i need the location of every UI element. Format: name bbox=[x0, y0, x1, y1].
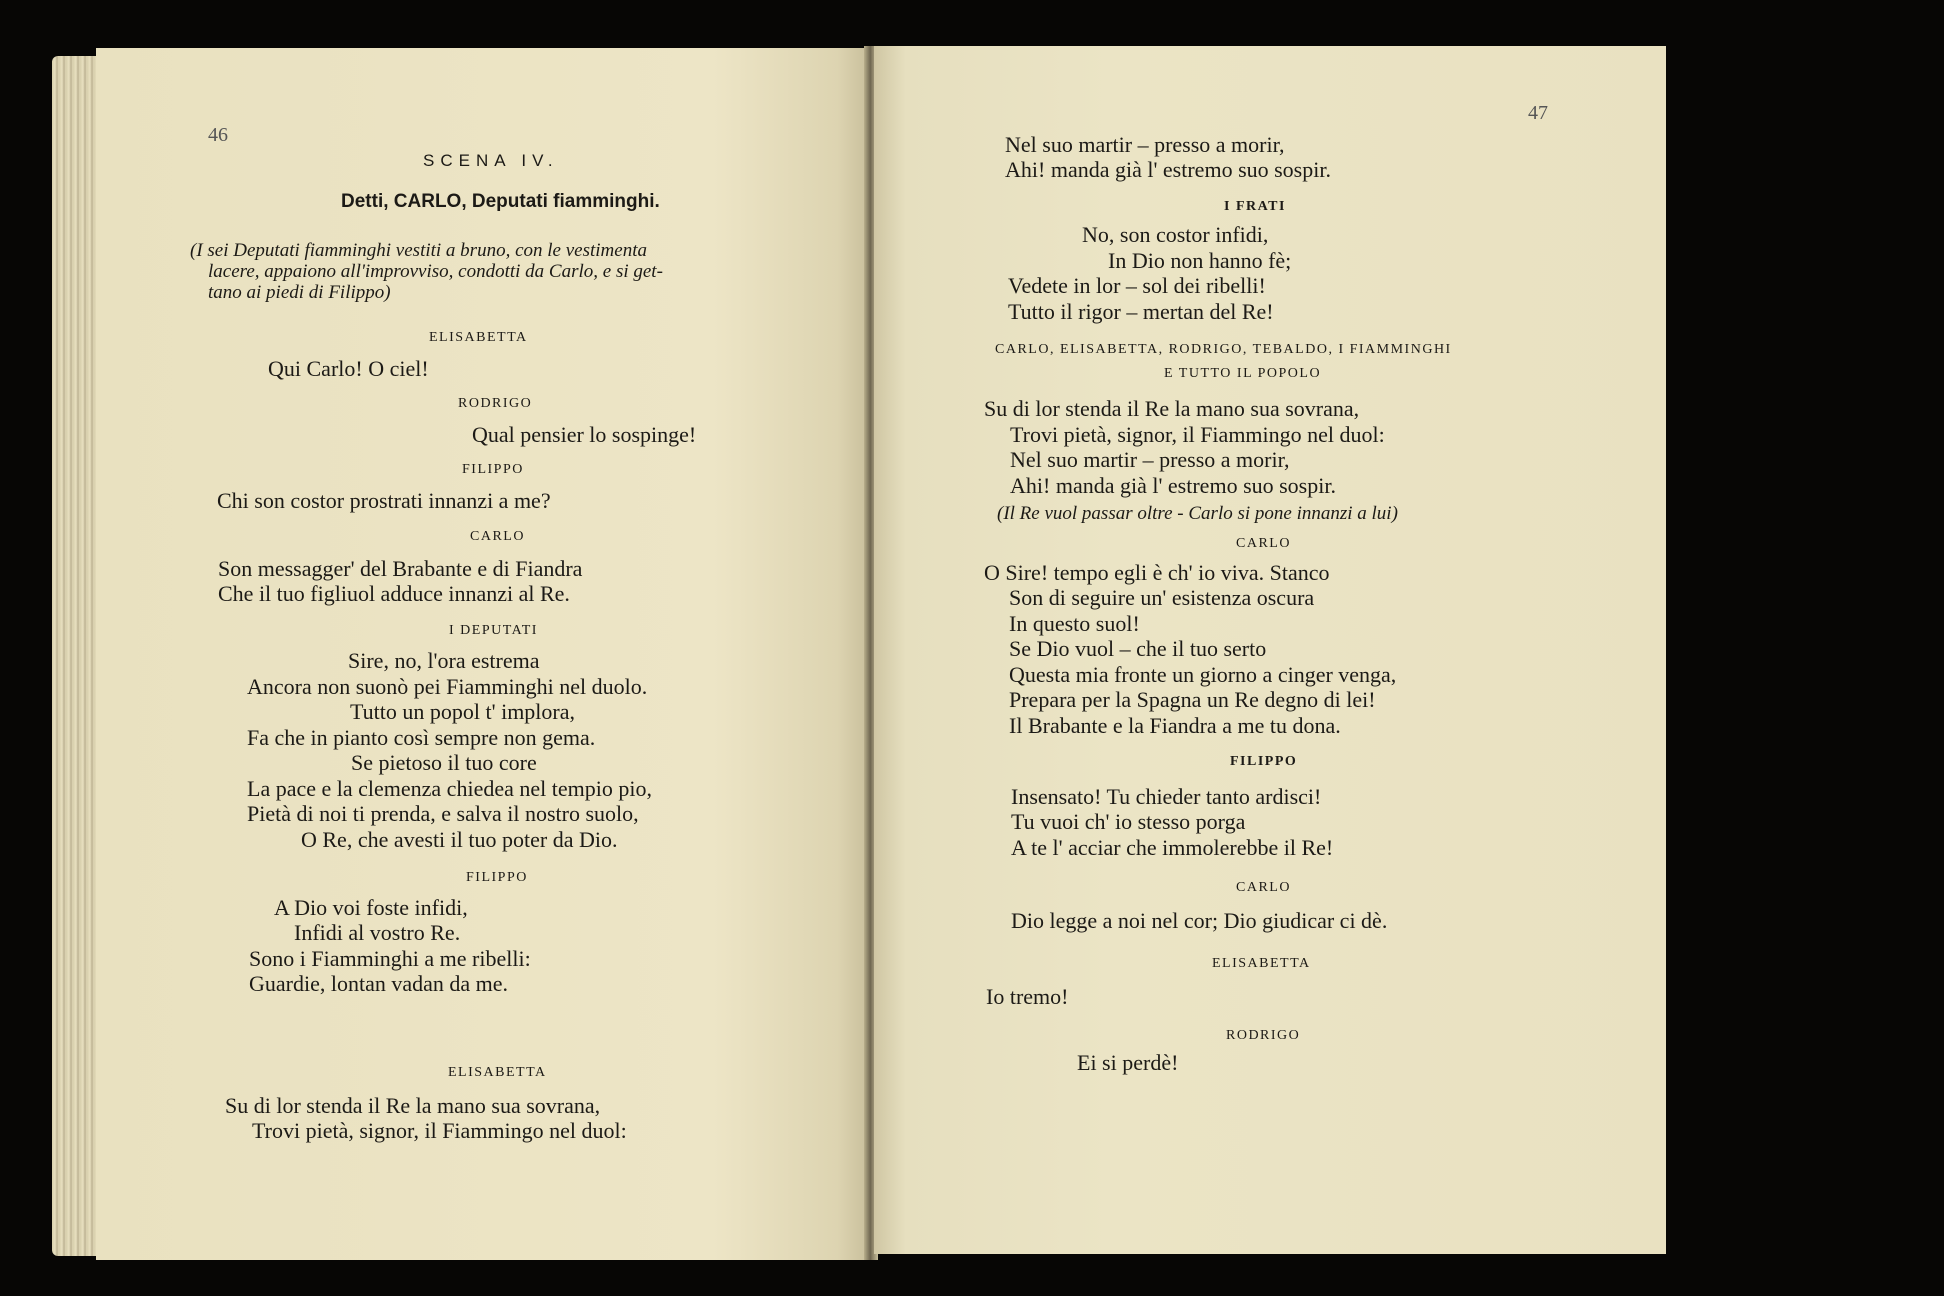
verse-line: Ei si perdè! bbox=[1077, 1050, 1179, 1075]
speaker-name: ELISABETTA bbox=[448, 1065, 547, 1080]
speaker-name: CARLO bbox=[1236, 536, 1291, 551]
speaker-name: FILIPPO bbox=[466, 870, 528, 885]
left-page bbox=[96, 48, 868, 1260]
verse-line: Infidi al vostro Re. bbox=[294, 920, 461, 945]
verse-line: Prepara per la Spagna un Re degno di lei! bbox=[1009, 687, 1376, 712]
stage-direction-line: lacere, appaiono all'improvviso, condotti da Carlo, e si get- bbox=[208, 261, 663, 282]
speaker-name: RODRIGO bbox=[1226, 1028, 1301, 1043]
verse-line: Su di lor stenda il Re la mano sua sovrana, bbox=[225, 1093, 601, 1118]
verse-line: Tutto un popol t' implora, bbox=[350, 699, 576, 724]
speaker-name: ELISABETTA bbox=[429, 330, 528, 345]
page-edges bbox=[52, 56, 100, 1256]
verse-line: Se pietoso il tuo core bbox=[351, 750, 537, 775]
verse-line: No, son costor infidi, bbox=[1082, 222, 1269, 247]
verse-line: Sono i Fiamminghi a me ribelli: bbox=[249, 946, 531, 971]
verse-line: Fa che in pianto così sempre non gema. bbox=[247, 725, 596, 750]
speaker-name: I DEPUTATI bbox=[449, 623, 538, 638]
verse-line: Qual pensier lo sospinge! bbox=[472, 422, 697, 447]
verse-line: In Dio non hanno fè; bbox=[1108, 248, 1292, 273]
speaker-name: FILIPPO bbox=[462, 462, 524, 477]
verse-line: O Re, che avesti il tuo poter da Dio. bbox=[301, 827, 618, 852]
verse-line: Sire, no, l'ora estrema bbox=[348, 648, 540, 673]
verse-line: Questa mia fronte un giorno a cinger venga, bbox=[1009, 662, 1397, 687]
verse-line: Tu vuoi ch' io stesso porga bbox=[1011, 809, 1246, 834]
page-number: 47 bbox=[1528, 102, 1548, 124]
speaker-name: CARLO bbox=[470, 529, 525, 544]
verse-line: Ahi! manda già l' estremo suo sospir. bbox=[1005, 157, 1331, 182]
scene-subtitle: Detti, CARLO, Deputati fiamminghi. bbox=[341, 191, 660, 212]
speaker-name: RODRIGO bbox=[458, 396, 533, 411]
speaker-name: CARLO, ELISABETTA, RODRIGO, TEBALDO, I FIAMMINGHI bbox=[995, 342, 1452, 357]
verse-line: La pace e la clemenza chiedea nel tempio pio, bbox=[247, 776, 652, 801]
verse-line: Su di lor stenda il Re la mano sua sovrana, bbox=[984, 396, 1360, 421]
verse-line: A Dio voi foste infidi, bbox=[274, 895, 468, 920]
stage-direction-line: tano ai piedi di Filippo) bbox=[208, 282, 391, 303]
verse-line: Vedete in lor – sol dei ribelli! bbox=[1008, 273, 1266, 298]
verse-line: Son di seguire un' esistenza oscura bbox=[1009, 585, 1315, 610]
verse-line: A te l' acciar che immolerebbe il Re! bbox=[1011, 835, 1334, 860]
verse-line: Qui Carlo! O ciel! bbox=[268, 356, 429, 381]
verse-line: Son messagger' del Brabante e di Fiandra bbox=[218, 556, 583, 581]
verse-line: Il Brabante e la Fiandra a me tu dona. bbox=[1009, 713, 1341, 738]
scene-heading: SCENA IV. bbox=[423, 151, 559, 170]
verse-line: Nel suo martir – presso a morir, bbox=[1010, 447, 1290, 472]
speaker-name-continued: E TUTTO IL POPOLO bbox=[1164, 366, 1322, 381]
verse-line: Ahi! manda già l' estremo suo sospir. bbox=[1010, 473, 1336, 498]
verse-line: Nel suo martir – presso a morir, bbox=[1005, 132, 1285, 157]
right-page bbox=[874, 46, 1666, 1254]
speaker-name: I FRATI bbox=[1224, 199, 1286, 214]
verse-line: In questo suol! bbox=[1009, 611, 1140, 636]
verse-line: Dio legge a noi nel cor; Dio giudicar ci dè. bbox=[1011, 908, 1388, 933]
verse-line: O Sire! tempo egli è ch' io viva. Stanco bbox=[984, 560, 1330, 585]
verse-line: Che il tuo figliuol adduce innanzi al Re. bbox=[218, 581, 570, 606]
verse-line: Io tremo! bbox=[986, 984, 1069, 1009]
verse-line: Chi son costor prostrati innanzi a me? bbox=[217, 488, 551, 513]
verse-line: Guardie, lontan vadan da me. bbox=[249, 971, 509, 996]
verse-line: Ancora non suonò pei Fiamminghi nel duolo. bbox=[247, 674, 648, 699]
verse-line: Trovi pietà, signor, il Fiammingo nel duol: bbox=[252, 1118, 627, 1143]
stage-direction: (Il Re vuol passar oltre - Carlo si pone innanzi a lui) bbox=[997, 503, 1398, 524]
verse-line: Tutto il rigor – mertan del Re! bbox=[1008, 299, 1274, 324]
stage-direction-line: (I sei Deputati fiamminghi vestiti a bruno, con le vestimenta bbox=[190, 240, 647, 261]
speaker-name: ELISABETTA bbox=[1212, 956, 1311, 971]
page-number: 46 bbox=[208, 124, 228, 146]
verse-line: Insensato! Tu chieder tanto ardisci! bbox=[1011, 784, 1322, 809]
verse-line: Pietà di noi ti prenda, e salva il nostro suolo, bbox=[247, 801, 639, 826]
verse-line: Trovi pietà, signor, il Fiammingo nel duol: bbox=[1010, 422, 1385, 447]
speaker-name: FILIPPO bbox=[1230, 754, 1298, 769]
speaker-name: CARLO bbox=[1236, 880, 1291, 895]
verse-line: Se Dio vuol – che il tuo serto bbox=[1009, 636, 1267, 661]
